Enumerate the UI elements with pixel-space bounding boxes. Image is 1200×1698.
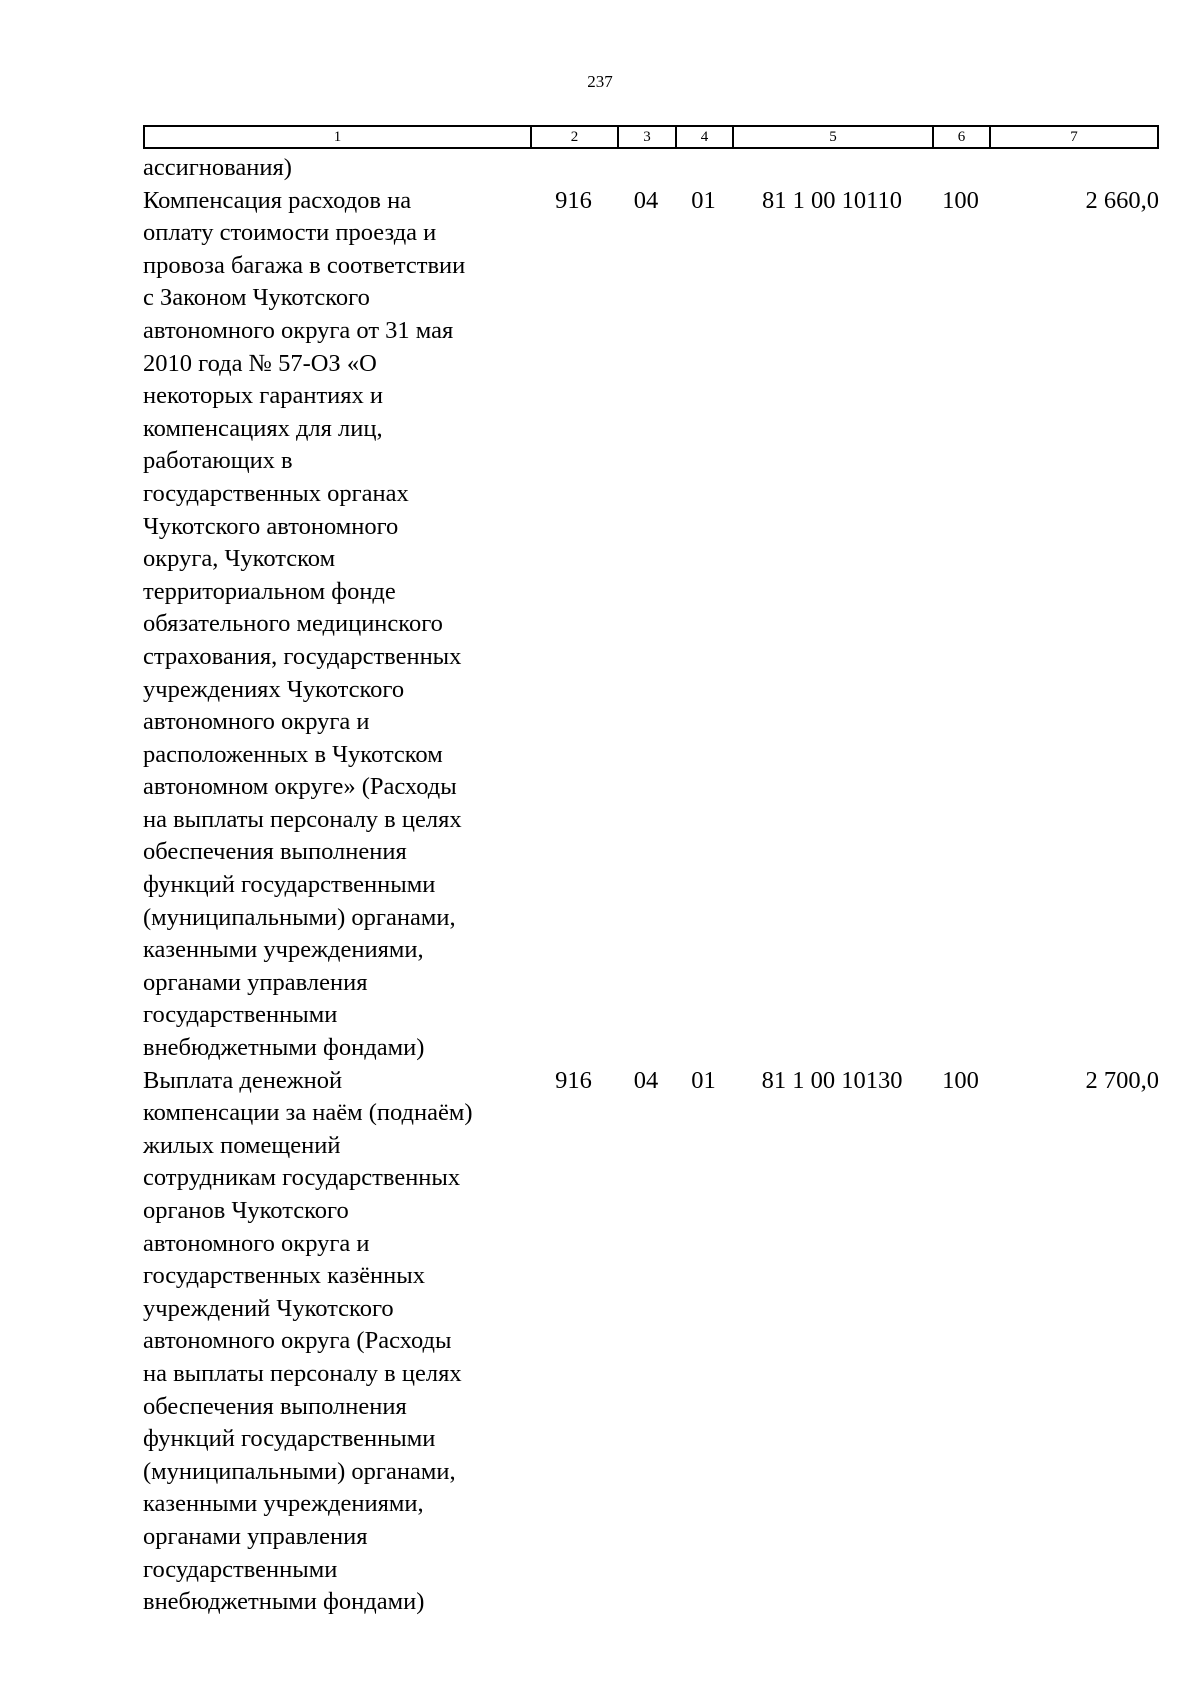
description-line: казенными учреждениями, [143,1490,424,1518]
header-col-6: 6 [934,127,991,147]
description-line: сотрудникам государственных [143,1164,461,1192]
table-row [143,1065,1163,1619]
target-article-code: 81 1 00 10130 [761,1066,903,1094]
description-line: автономном округе» (Расходы [143,773,457,801]
page-number: 237 [587,72,613,91]
description-line: (муниципальными) органами, [143,1457,456,1485]
description-line: органами управления [143,968,368,996]
description-line: работающих в [143,447,293,475]
table-header-row [143,125,1159,149]
description-line: компенсациях для лиц, [143,414,383,442]
description-line: автономного округа и [143,708,370,736]
description-line: органами управления [143,1522,368,1550]
description-line: Выплата денежной [143,1066,343,1094]
header-col-3: 3 [619,127,677,147]
description-line: территориальном фонде [143,577,396,605]
description-line: страхования, государственных [143,642,462,670]
description-line: внебюджетными фондами) [143,1034,425,1062]
description-line: автономного округа и [143,1229,370,1257]
rows-container [143,185,1163,1619]
header-col-5: 5 [734,127,934,147]
section-code: 04 [633,186,659,214]
table-body [143,152,1163,1619]
description-line: с Законом Чукотского [143,284,370,312]
description-line: оплату стоимости проезда и [143,219,437,247]
continuation-text: ассигнования) [143,154,292,181]
grbs-code: 916 [555,186,592,214]
description-line: обеспечения выполнения [143,838,407,866]
description-line: (муниципальными) органами, [143,903,456,931]
header-col-7: 7 [1070,129,1078,145]
description-line: на выплаты персоналу в целях [143,1359,462,1387]
header-col-2: 2 [532,127,619,147]
description-line: жилых помещений [143,1131,341,1159]
description-line: некоторых гарантиях и [143,382,384,410]
description-line: на выплаты персоналу в целях [143,805,462,833]
target-article-code: 81 1 00 10110 [762,186,902,214]
table-row [143,185,1163,1065]
expense-type-code: 100 [942,1066,979,1094]
description-line: органов Чукотского [143,1197,349,1224]
amount-value: 2 700,0 [1085,1066,1159,1094]
description-line: округа, Чукотском [143,545,336,573]
description-line: государственных казённых [143,1262,425,1290]
description-line: учреждений Чукотского [143,1294,394,1322]
amount-value: 2 660,0 [1085,186,1159,214]
description-line: функций государственными [143,1425,436,1453]
description-line: 2010 года № 57-ОЗ «О [143,349,377,377]
description-line: обязательного медицинского [143,610,443,638]
description-line: Компенсация расходов на [143,186,412,214]
description-line: государственными [143,1001,338,1029]
subsection-code: 01 [691,1066,716,1094]
description-line: провоза багажа в соответствии [143,251,466,279]
description-line: автономного округа (Расходы [143,1327,452,1355]
section-code: 04 [633,1066,659,1094]
description-line: компенсации за наём (поднаём) [143,1099,473,1127]
description-line: внебюджетными фондами) [143,1588,425,1616]
description-line: автономного округа от 31 мая [143,316,454,344]
expense-type-code: 100 [942,186,979,214]
grbs-code: 916 [555,1066,592,1094]
description-line: функций государственными [143,871,436,899]
row-description [143,1065,535,1619]
description-line: обеспечения выполнения [143,1392,407,1420]
description-line: учреждениях Чукотского [143,675,405,703]
row-description [143,185,535,1065]
header-col-1: 1 [145,127,532,147]
description-line: Чукотского автономного [143,512,399,540]
header-col-4: 4 [677,127,734,147]
description-line: расположенных в Чукотском [143,740,443,768]
description-line: государственными [143,1555,338,1583]
subsection-code: 01 [691,186,716,214]
description-line: государственных органах [143,479,409,507]
description-line: казенными учреждениями, [143,936,424,964]
